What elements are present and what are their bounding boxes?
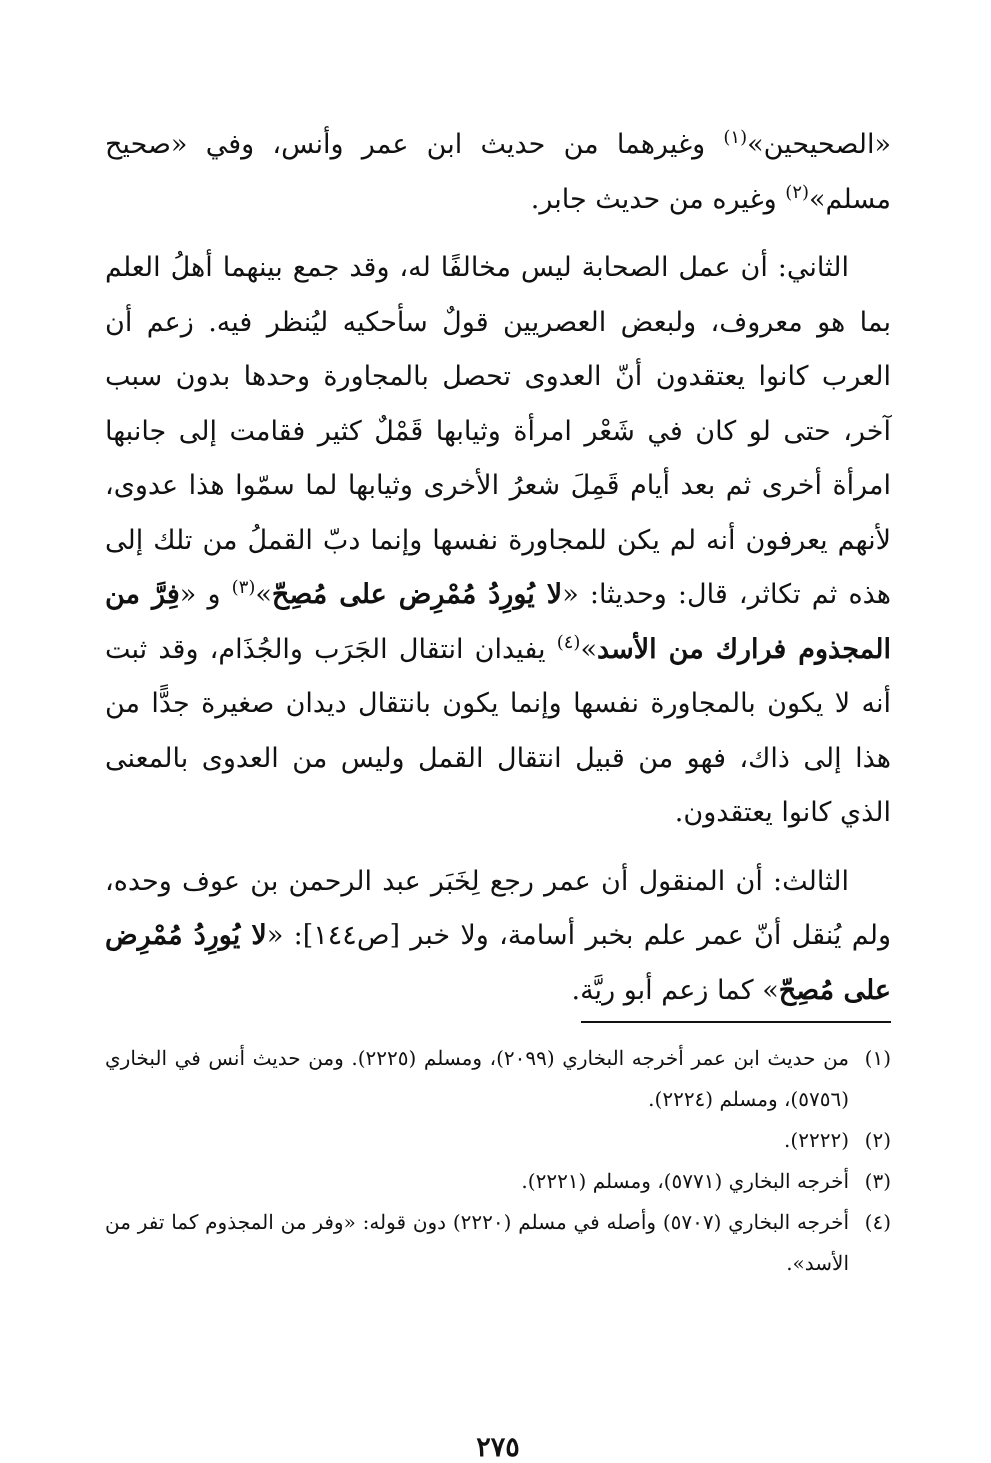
text-segment: » <box>580 633 597 665</box>
text-segment: يفيدان انتقال الجَرَب والجُذَام، وقد ثبت أنه لا يكون بالمجاورة نفسها وإنما يكون بانتقال ديدان صغيرة جدًّا من هذا إلى ذاك، فهو من قبيل انتقال القمل وليس من العدوى بالمعنى الذي كانوا يعتقدون. <box>105 633 891 828</box>
footnote-number: (٢) <box>864 1128 891 1152</box>
hadith-quote: لا يُورِدُ مُمْرِض على مُصِحّ <box>105 920 891 1006</box>
hadith-quote: لا يُورِدُ مُمْرِض على مُصِحّ <box>271 579 563 610</box>
text-segment: وغيرهما من حديث ابن عمر وأنس، وفي «صحيح مسلم» <box>105 129 891 215</box>
text-segment: » <box>255 579 272 610</box>
footnote-marker: (٤) <box>556 631 581 653</box>
text-segment: الثاني: أن عمل الصحابة ليس مخالفًا له، وقد جمع بينهما أهلُ العلم بما هو معروف، ولبعض العصريين قولٌ سأحكيه ليُنظر فيه. زعم أن العرب كانوا يعتقدون أنّ العدوى تحصل بالمجاورة وحدها بدون سبب آخر، حتى لو كان في شَعْر امرأة وثيابها قَمْلٌ كثير فقامت إلى جانبها امرأة أخرى ثم بعد أيام قَمِلَ شعرُ الأخرى وثيابها لما سمّوا هذا عدوى، لأنهم يعرفون أنه لم يكن للمجاورة نفسها وإنما دبّ القملُ من تلك إلى هذه ثم تكاثر، قال: وحديثا: « <box>105 252 891 610</box>
footnote-marker: (٣) <box>231 577 256 598</box>
text-segment: «الصحيحين» <box>747 129 891 160</box>
footnote-number: (٤) <box>864 1210 891 1234</box>
footnote-text: من حديث ابن عمر أخرجه البخاري (٢٠٩٩)، ومسلم (٢٢٢٥). ومن حديث أنس في البخاري (٥٧٥٦)، ومسلم (٢٢٢٤). <box>105 1046 850 1111</box>
body-text <box>105 118 891 1018</box>
footnotes <box>105 1038 891 1284</box>
hadith-quote: فِرَّ من المجذوم فرارك من الأسد <box>105 579 891 665</box>
paragraph <box>105 241 891 841</box>
text-segment: الثالث: أن المنقول أن عمر رجع لِخَبَر عبد الرحمن بن عوف وحده، ولم يُنقل أنّ عمر علم بخبر أسامة، ولا خبر [ص١٤٤]: « <box>105 865 891 951</box>
book-page <box>105 118 891 1463</box>
paragraph <box>105 118 891 227</box>
footnote-item <box>105 1202 891 1284</box>
footnote-item <box>105 1161 891 1202</box>
footnote-number: (١) <box>864 1046 891 1070</box>
text-segment: » كما زعم أبو ريَّة. <box>571 974 779 1006</box>
footnote-item <box>105 1038 891 1120</box>
footnote-text: أخرجه البخاري (٥٧٧١)، ومسلم (٢٢٢١). <box>521 1169 849 1193</box>
text-segment: و « <box>179 579 232 610</box>
footnote-text: (٢٢٢٢). <box>784 1128 849 1152</box>
footnote-text: أخرجه البخاري (٥٧٠٧) وأصله في مسلم (٢٢٢٠) دون قوله: «وفر من المجذوم كما تفر من الأسد». <box>105 1210 849 1275</box>
page-number: ٢٧٥ <box>476 1432 520 1463</box>
text-segment: وغيره من حديث جابر. <box>530 183 786 215</box>
footnote-marker: (١) <box>723 127 748 148</box>
footnote-marker: (٢) <box>785 181 810 203</box>
footnote-separator <box>581 1021 891 1023</box>
footnote-item <box>105 1120 891 1161</box>
footnote-number: (٣) <box>864 1169 891 1193</box>
paragraph <box>105 855 891 1019</box>
